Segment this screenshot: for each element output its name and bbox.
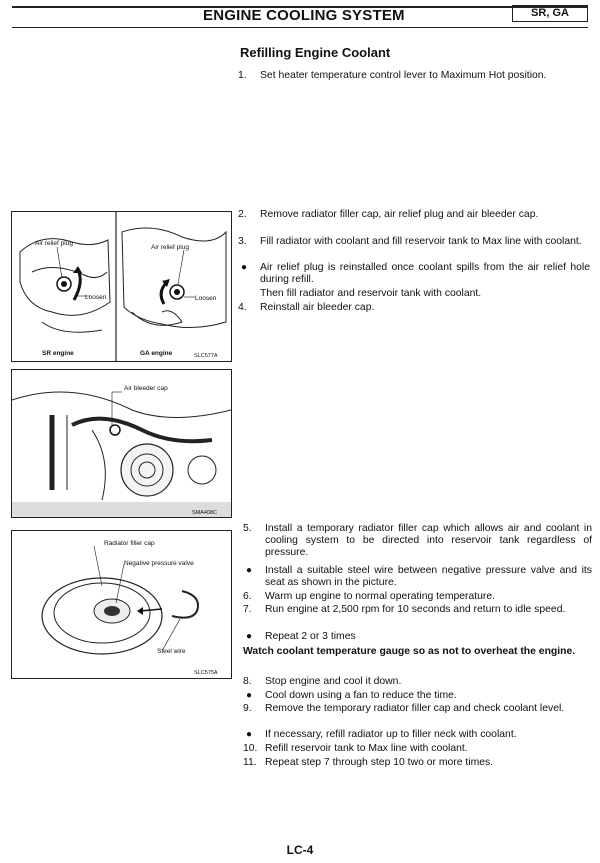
- step-5: 5. Install a temporary radiator filler cap which allows air and coolant in cooling system to be directed into reservoir tank regardless of pressure.: [243, 523, 592, 559]
- label-ga-engine: GA engine: [140, 350, 173, 357]
- label-loosen-sr: Loosen: [85, 294, 107, 301]
- label-air-bleeder-cap: Air bleeder cap: [124, 385, 168, 392]
- figure-code-slc577a: SLC577A: [194, 353, 218, 359]
- step-9: 9. Remove the temporary radiator filler cap and check coolant level.: [243, 703, 565, 714]
- step-11: 11. Repeat step 7 through step 10 two or more times.: [243, 757, 494, 768]
- bullet-steel-wire: ● Install a suitable steel wire between negative pressure valve and its seat as shown in the picture.: [246, 565, 592, 589]
- step-2: 2. Remove radiator filler cap, air relief plug and air bleeder cap.: [238, 209, 539, 220]
- step-7: 7. Run engine at 2,500 rpm for 10 seconds and return to idle speed.: [243, 604, 566, 615]
- step-3: 3. Fill radiator with coolant and fill reservoir tank to Max line with coolant.: [238, 236, 582, 247]
- bullet-air-relief: ● Air relief plug is reinstalled once coolant spills from the air relief hole during refill.: [241, 262, 590, 286]
- figure-air-relief-plug: [11, 211, 232, 362]
- label-sr-engine: SR engine: [42, 350, 74, 357]
- figure-code-slc575a: SLC575A: [194, 670, 218, 676]
- label-air-relief-plug-sr: Air relief plug: [35, 240, 73, 247]
- step-4: 4. Reinstall air bleeder cap.: [238, 302, 375, 313]
- figure-code-sma408c: SMA408C: [192, 510, 218, 516]
- page-number: LC-4: [286, 843, 314, 857]
- bullet-refill-neck: ● If necessary, refill radiator up to filler neck with coolant.: [246, 729, 517, 740]
- bullet-repeat: ● Repeat 2 or 3 times: [246, 631, 356, 642]
- step-8: 8. Stop engine and cool it down.: [243, 676, 402, 687]
- figure-radiator-filler-cap: [11, 530, 232, 679]
- warning-note: Watch coolant temperature gauge so as not to overheat the engine.: [243, 646, 576, 657]
- step-6: 6. Warm up engine to normal operating temperature.: [243, 591, 496, 602]
- label-steel-wire: Steel wire: [157, 648, 186, 655]
- step-3-continuation: Then fill radiator and reservoir tank with coolant.: [260, 288, 482, 299]
- figure-air-bleeder-cap: [11, 369, 232, 518]
- section-title: Refilling Engine Coolant: [240, 45, 391, 60]
- figure-radiator-filler-cap-drawing: [12, 531, 231, 678]
- header-bottom-rule: [12, 27, 588, 28]
- label-radiator-filler-cap: Radiator filler cap: [104, 540, 155, 547]
- label-negative-pressure-valve: Negative pressure valve: [124, 560, 194, 567]
- step-1: 1. Set heater temperature control lever to Maximum Hot position.: [238, 70, 547, 81]
- figure-air-bleeder-cap-drawing: [12, 370, 231, 517]
- page-header-title: ENGINE COOLING SYSTEM: [203, 7, 405, 24]
- label-air-relief-plug-ga: Air relief plug: [151, 244, 189, 251]
- step-10: 10. Refill reservoir tank to Max line with coolant.: [243, 743, 468, 754]
- label-loosen-ga: Loosen: [195, 295, 217, 302]
- bullet-cool-down: ● Cool down using a fan to reduce the time.: [246, 690, 457, 701]
- engine-badge: SR, GA: [512, 5, 588, 22]
- figure-air-relief-plug-drawing: [12, 212, 231, 361]
